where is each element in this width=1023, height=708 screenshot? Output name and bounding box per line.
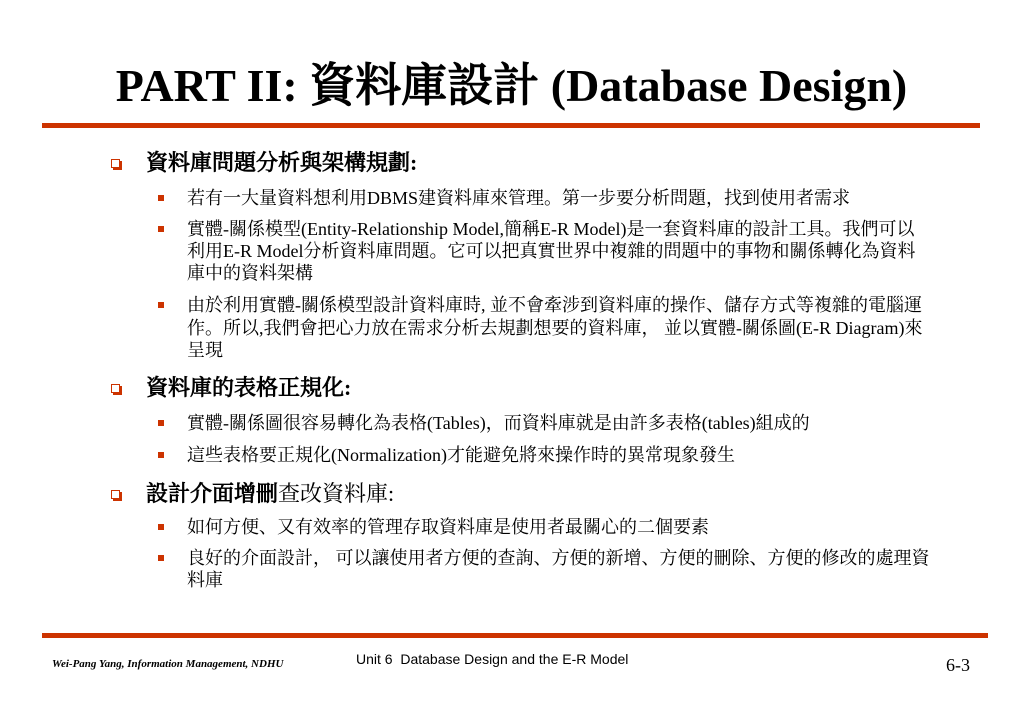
bullet-text-line: 良好的介面設計， 可以讓使用者方便的查詢、方便的新增、方便的刪除、方便的修改的處理資 — [187, 548, 930, 568]
bottom-divider — [42, 633, 988, 638]
filled-square-bullet-icon — [158, 524, 164, 530]
footer-author: Wei-Pang Yang, Information Management, NDHU — [52, 658, 284, 670]
bullet-text-line: 實體-關係圖很容易轉化為表格(Tables)，而資料庫就是由許多表格(tables)組成的 — [187, 413, 810, 433]
bullet-text-line: 作。所以,我們會把心力放在需求分析去規劃想要的資料庫， 並以實體-關係圖(E-R Diagram)來 — [187, 318, 923, 338]
bullet-text-line: 料庫 — [187, 570, 223, 590]
bullet-text-line: 實體-關係模型(Entity-Relationship Model,簡稱E-R Model)是一套資料庫的設計工具。我們可以 — [187, 219, 915, 239]
filled-square-bullet-icon — [158, 555, 164, 561]
footer-unit-title: Unit 6 Database Design and the E-R Model — [356, 651, 629, 667]
bullet-text-line: 由於利用實體-關係模型設計資料庫時, 並不會牽涉到資料庫的操作、儲存方式等複雜的電腦運 — [187, 295, 922, 315]
filled-square-bullet-icon — [158, 226, 164, 232]
hollow-square-bullet-icon — [111, 384, 120, 393]
section-heading: 資料庫問題分析與架構規劃: — [146, 150, 418, 175]
filled-square-bullet-icon — [158, 452, 164, 458]
section-heading — [146, 481, 394, 507]
top-divider — [42, 123, 980, 128]
filled-square-bullet-icon — [158, 195, 164, 201]
bullet-text-line: 呈現 — [187, 340, 223, 360]
bullet-text-line: 庫中的資料架構 — [187, 263, 313, 283]
footer-page-number: 6-3 — [946, 655, 970, 675]
filled-square-bullet-icon — [158, 420, 164, 426]
filled-square-bullet-icon — [158, 302, 164, 308]
bullet-text-line: 這些表格要正規化(Normalization)才能避免將來操作時的異常現象發生 — [187, 445, 735, 465]
slide-title: PART II: 資料庫設計 (Database Design) — [115, 60, 908, 111]
section-heading: 資料庫的表格正規化: — [146, 375, 352, 400]
bullet-text-line: 利用E-R Model分析資料庫問題。它可以把真實世界中複雜的問題中的事物和關係轉化為資料 — [187, 241, 916, 261]
section-heading-bold-part: 設計介面增刪 — [146, 481, 279, 506]
section-heading-light-part: 查改資料庫: — [278, 481, 395, 506]
hollow-square-bullet-icon — [111, 159, 120, 168]
bullet-text-line: 若有一大量資料想利用DBMS建資料庫來管理。第一步要分析問題，找到使用者需求 — [187, 188, 851, 208]
bullet-text-line: 如何方便、又有效率的管理存取資料庫是使用者最關心的二個要素 — [187, 517, 709, 537]
hollow-square-bullet-icon — [111, 490, 120, 499]
